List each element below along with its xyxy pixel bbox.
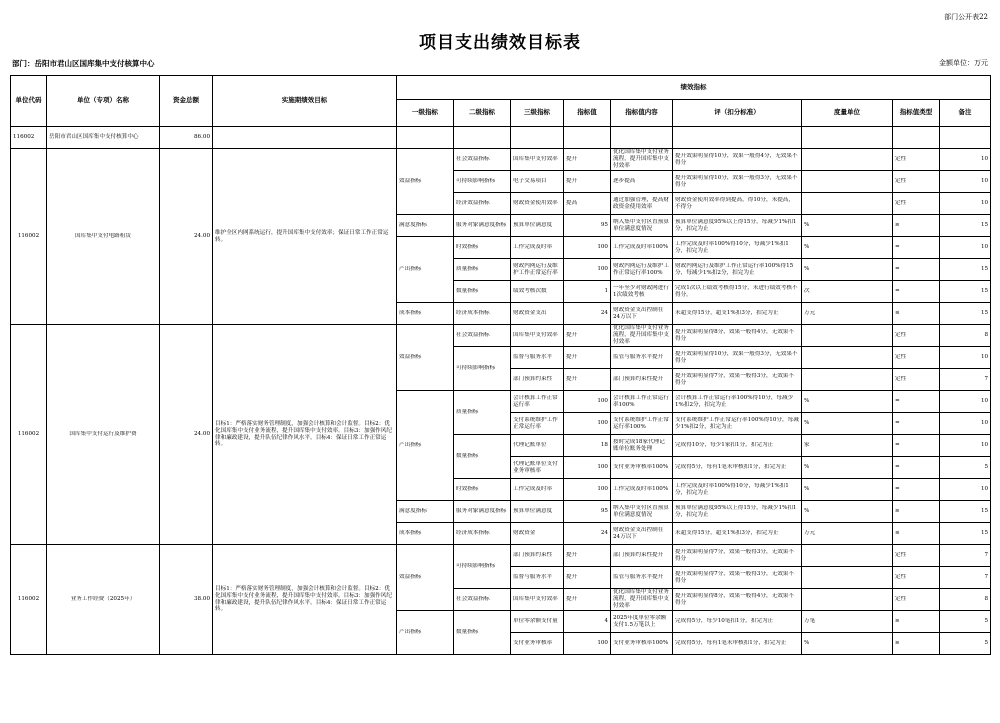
note: 15 bbox=[940, 259, 991, 281]
measure-unit: % bbox=[802, 633, 893, 655]
project-total: 24.00 bbox=[160, 149, 213, 325]
indicator-value: 提升 bbox=[564, 545, 611, 567]
scoring-criteria: 未超支得15分，超支1%扣3分，扣完为止 bbox=[673, 303, 802, 325]
level3-indicator: 财政资金使用效率 bbox=[511, 193, 564, 215]
value-type: 定性 bbox=[893, 589, 940, 611]
level3-indicator: 支付业务审核率 bbox=[511, 633, 564, 655]
indicator-content: 部门预算约束性提升 bbox=[611, 369, 673, 391]
scoring-criteria: 提升效果明显得8分，效果一般得4分，无效果不得分 bbox=[673, 325, 802, 347]
level2-indicator: 社会效益指标 bbox=[454, 589, 511, 611]
level3-indicator: 财政资金支出 bbox=[511, 303, 564, 325]
project-total: 38.00 bbox=[160, 545, 213, 655]
value-type: = bbox=[893, 281, 940, 303]
scoring-criteria: 提升效果明显得7分，效果一般得3分，无效果不得分 bbox=[673, 567, 802, 589]
measure-unit bbox=[802, 567, 893, 589]
measure-unit: 家 bbox=[802, 435, 893, 457]
note: 15 bbox=[940, 303, 991, 325]
indicator-value: 100 bbox=[564, 391, 611, 413]
indicator-content: 财政内网运行及维护工作正常运行率100% bbox=[611, 259, 673, 281]
level3-indicator: 预算单位满意度 bbox=[511, 501, 564, 523]
header-measure: 度量单位 bbox=[802, 100, 893, 127]
indicator-content: 部门预算约束性提升 bbox=[611, 545, 673, 567]
header-type: 指标值类型 bbox=[893, 100, 940, 127]
scoring-criteria: 提升效果明显得7分，效果一般得3分，无效果不得分 bbox=[673, 545, 802, 567]
project-goal: 目标1：严格落实财务管理制度，加强会计核算和会计监督。目标2：优化国库集中支付业务流程，提升国库集中支付效率。目标3：加强作风纪律和廉政建设，提升队伍纪律作风水平。目标4：保证日常工作正常运转。 bbox=[213, 325, 397, 545]
header-goal: 实施期绩效目标 bbox=[213, 76, 397, 127]
indicator-content: 2025年度单位零余额支付1.5万笔以上 bbox=[611, 611, 673, 633]
level3-indicator: 工作完成及时率 bbox=[511, 237, 564, 259]
scoring-criteria: 完成得10分，每少1家扣1分，扣完为止 bbox=[673, 435, 802, 457]
value-type: ≥ bbox=[893, 501, 940, 523]
project-name: 国库集中支付运行及维护费 bbox=[47, 325, 160, 545]
indicator-content: 监管与服务水平提升 bbox=[611, 567, 673, 589]
level3-indicator: 支付系统维护工作正常运行率 bbox=[511, 413, 564, 435]
value-type: = bbox=[893, 413, 940, 435]
form-number: 部门公开表22 bbox=[944, 13, 988, 21]
project-total: 24.00 bbox=[160, 325, 213, 545]
indicator-content: 按时完成18家代理记账单位账务处理 bbox=[611, 435, 673, 457]
scoring-criteria: 提升效果明显得7分，效果一般得3分，无效果不得分 bbox=[673, 369, 802, 391]
level2-indicator: 可持续影响指标 bbox=[454, 171, 511, 193]
indicator-content: 优化国库集中支付业务流程，提升国库集中支付效率 bbox=[611, 325, 673, 347]
measure-unit bbox=[802, 325, 893, 347]
level2-indicator: 社会效益指标 bbox=[454, 325, 511, 347]
level3-indicator: 工作完成及时率 bbox=[511, 479, 564, 501]
scoring-criteria: 财政资金使用效率得到提高，得10分，未提高，不得分 bbox=[673, 193, 802, 215]
scoring-criteria: 预算单位满意度95%以上得15分，每减少1%扣1分，扣完为止 bbox=[673, 215, 802, 237]
page-title: 项目支出绩效目标表 bbox=[419, 33, 581, 53]
value-type: 定性 bbox=[893, 347, 940, 369]
value-type: = bbox=[893, 237, 940, 259]
scoring-criteria: 完成得5分，每有1笔未审核扣1分，扣完为止 bbox=[673, 633, 802, 655]
level3-indicator: 会计核算工作正常运行率 bbox=[511, 391, 564, 413]
project-goal: 目标1：严格落实财务管理制度，加强会计核算和会计监督。目标2：优化国库集中支付业务流程，提升国库集中支付效率。目标3：加强作风纪律和廉政建设，提升队伍纪律作风水平。目标4：保证日常工作正常运转。 bbox=[213, 545, 397, 655]
note: 15 bbox=[940, 281, 991, 303]
indicator-value: 提升 bbox=[564, 369, 611, 391]
scoring-criteria: 提升效果明显得10分，效果一般得3分，无效果不得分 bbox=[673, 171, 802, 193]
scoring-criteria: 完成得5分，每少10笔扣1分，扣完为止 bbox=[673, 611, 802, 633]
header-code: 单位代码 bbox=[11, 76, 47, 127]
measure-unit: % bbox=[802, 413, 893, 435]
level3-indicator: 部门预算约束性 bbox=[511, 369, 564, 391]
note: 8 bbox=[940, 589, 991, 611]
level2-indicator: 数量指标 bbox=[454, 435, 511, 479]
level1-indicator: 效益指标 bbox=[397, 545, 454, 611]
header-l3: 三级指标 bbox=[511, 100, 564, 127]
note: 10 bbox=[940, 171, 991, 193]
measure-unit: 万元 bbox=[802, 523, 893, 545]
indicator-content: 工作完成及时率100% bbox=[611, 479, 673, 501]
measure-unit: 万元 bbox=[802, 303, 893, 325]
value-type: ≤ bbox=[893, 523, 940, 545]
indicator-content: 纳入集中支付区直预算单位满意度情况 bbox=[611, 215, 673, 237]
level3-indicator: 监督与服务水平 bbox=[511, 347, 564, 369]
measure-unit: 万笔 bbox=[802, 611, 893, 633]
level1-indicator: 产出指标 bbox=[397, 237, 454, 303]
level3-indicator: 国库集中支付效率 bbox=[511, 149, 564, 171]
level2-indicator: 经济成本指标 bbox=[454, 523, 511, 545]
indicator-content: 优化国库集中支付业务流程，提升国库集中支付效率 bbox=[611, 589, 673, 611]
measure-unit bbox=[802, 171, 893, 193]
value-type: = bbox=[893, 479, 940, 501]
value-type: = bbox=[893, 391, 940, 413]
indicator-value: 提升 bbox=[564, 567, 611, 589]
value-type: 定性 bbox=[893, 149, 940, 171]
level2-indicator: 可持续影响指标 bbox=[454, 545, 511, 589]
project-goal: 维护全区内网系统运行，提升国库集中支付效率；保证日常工作正常运转。 bbox=[213, 149, 397, 325]
header-l1: 一级指标 bbox=[397, 100, 454, 127]
level3-indicator: 国库集中支付效率 bbox=[511, 325, 564, 347]
header-indicators: 绩效指标 bbox=[397, 76, 991, 100]
project-name: 业务工作经费（2025年） bbox=[47, 545, 160, 655]
measure-unit: % bbox=[802, 259, 893, 281]
level2-indicator: 可持续影响指标 bbox=[454, 347, 511, 391]
header-value: 指标值 bbox=[564, 100, 611, 127]
value-type: ≥ bbox=[893, 611, 940, 633]
indicator-value: 提升 bbox=[564, 589, 611, 611]
level3-indicator: 国库集中支付效率 bbox=[511, 589, 564, 611]
indicator-content: 工作完成及时率100% bbox=[611, 237, 673, 259]
project-name: 国库集中支付电路租赁 bbox=[47, 149, 160, 325]
table-row bbox=[11, 325, 991, 347]
table-row bbox=[11, 545, 991, 567]
indicator-value: 提升 bbox=[564, 149, 611, 171]
level2-indicator: 时效指标 bbox=[454, 237, 511, 259]
level3-indicator: 单位零余额支付量 bbox=[511, 611, 564, 633]
level2-indicator: 服务对象满意度指标 bbox=[454, 215, 511, 237]
measure-unit bbox=[802, 545, 893, 567]
level2-indicator: 经济效益指标 bbox=[454, 193, 511, 215]
note: 10 bbox=[940, 413, 991, 435]
scoring-criteria: 预算单位满意度95%以上得15分，每减少1%扣1分，扣完为止 bbox=[673, 501, 802, 523]
scoring-criteria: 提升效果明显得10分，效果一般得4分，无效果不得分 bbox=[673, 149, 802, 171]
indicator-content: 一年至少对财政网进行1次绩效考核 bbox=[611, 281, 673, 303]
indicator-content: 财政资金支出控制在24万以下 bbox=[611, 523, 673, 545]
value-type: 定性 bbox=[893, 369, 940, 391]
level1-indicator: 效益指标 bbox=[397, 325, 454, 391]
level2-indicator: 质量指标 bbox=[454, 259, 511, 281]
indicator-content: 支付业务审核率100% bbox=[611, 457, 673, 479]
measure-unit: % bbox=[802, 479, 893, 501]
header-l2: 二级指标 bbox=[454, 100, 511, 127]
summary-row bbox=[11, 127, 991, 149]
level2-indicator: 数量指标 bbox=[454, 281, 511, 303]
level2-indicator: 经济成本指标 bbox=[454, 303, 511, 325]
note: 5 bbox=[940, 611, 991, 633]
indicator-value: 提升 bbox=[564, 347, 611, 369]
indicator-content: 会计核算工作正常运行率100% bbox=[611, 391, 673, 413]
indicator-value: 提升 bbox=[564, 325, 611, 347]
level1-indicator: 产出指标 bbox=[397, 391, 454, 501]
indicator-content: 支付系统维护工作正常运行率100% bbox=[611, 413, 673, 435]
scoring-criteria: 完成1次以上绩效考核得15分，未进行绩效考核不得分。 bbox=[673, 281, 802, 303]
project-code: 116002 bbox=[11, 545, 47, 655]
indicator-value: 100 bbox=[564, 457, 611, 479]
measure-unit: 次 bbox=[802, 281, 893, 303]
scoring-criteria: 提升效果明显得8分，效果一般得4分，无效果不得分 bbox=[673, 589, 802, 611]
indicator-value: 提高 bbox=[564, 193, 611, 215]
value-type: ≤ bbox=[893, 303, 940, 325]
measure-unit: % bbox=[802, 501, 893, 523]
note: 15 bbox=[940, 501, 991, 523]
level2-indicator: 社会效益指标 bbox=[454, 149, 511, 171]
measure-unit bbox=[802, 369, 893, 391]
value-type: ≥ bbox=[893, 215, 940, 237]
note: 10 bbox=[940, 193, 991, 215]
value-type: 定性 bbox=[893, 171, 940, 193]
level2-indicator: 服务对象满意度指标 bbox=[454, 501, 511, 523]
scoring-criteria: 未超支得15分，超支1%扣3分，扣完为止 bbox=[673, 523, 802, 545]
note: 5 bbox=[940, 457, 991, 479]
indicator-value: 95 bbox=[564, 215, 611, 237]
scoring-criteria: 完成得5分，每有1笔未审核扣1分，扣完为止 bbox=[673, 457, 802, 479]
level2-indicator: 时效指标 bbox=[454, 479, 511, 501]
summary-name: 岳阳市君山区国库集中支付核算中心 bbox=[47, 127, 160, 149]
note: 8 bbox=[940, 325, 991, 347]
summary-code: 116002 bbox=[11, 127, 47, 149]
value-type: 定性 bbox=[893, 325, 940, 347]
scoring-criteria: 支付系统维护工作正常运行率100%得10分，每减少1%扣2分，扣完为止 bbox=[673, 413, 802, 435]
value-type: = bbox=[893, 259, 940, 281]
indicator-content: 纳入集中支付区直预算单位满意度情况 bbox=[611, 501, 673, 523]
level2-indicator: 数量指标 bbox=[454, 611, 511, 655]
indicator-value: 提升 bbox=[564, 171, 611, 193]
note: 10 bbox=[940, 149, 991, 171]
value-type: = bbox=[893, 457, 940, 479]
indicator-value: 18 bbox=[564, 435, 611, 457]
measure-unit bbox=[802, 193, 893, 215]
indicator-content: 逐步提高 bbox=[611, 171, 673, 193]
value-type: 定性 bbox=[893, 545, 940, 567]
scoring-criteria: 工作完成及时率100%得10分，每减少1%扣1分，扣完为止 bbox=[673, 479, 802, 501]
value-type: 定性 bbox=[893, 193, 940, 215]
level1-indicator: 成本指标 bbox=[397, 303, 454, 325]
indicator-value: 24 bbox=[564, 303, 611, 325]
indicator-value: 24 bbox=[564, 523, 611, 545]
indicator-value: 100 bbox=[564, 237, 611, 259]
level3-indicator: 电子交易项目 bbox=[511, 171, 564, 193]
level1-indicator: 满意度指标 bbox=[397, 215, 454, 237]
note: 10 bbox=[940, 237, 991, 259]
project-code: 116002 bbox=[11, 149, 47, 325]
indicator-value: 100 bbox=[564, 479, 611, 501]
indicator-content: 监管与服务水平提升 bbox=[611, 347, 673, 369]
note: 15 bbox=[940, 215, 991, 237]
indicator-value: 100 bbox=[564, 413, 611, 435]
indicator-value: 95 bbox=[564, 501, 611, 523]
indicator-content: 财政资金支出控制在24万以下 bbox=[611, 303, 673, 325]
header-criteria: 评（扣分标准） bbox=[673, 100, 802, 127]
measure-unit: % bbox=[802, 457, 893, 479]
indicator-content: 支付业务审核率100% bbox=[611, 633, 673, 655]
note: 10 bbox=[940, 391, 991, 413]
level3-indicator: 监督与服务水平 bbox=[511, 567, 564, 589]
value-type: 定性 bbox=[893, 567, 940, 589]
header-total: 资金总额 bbox=[160, 76, 213, 127]
level1-indicator: 成本指标 bbox=[397, 523, 454, 545]
measure-unit: % bbox=[802, 237, 893, 259]
value-type: ≥ bbox=[893, 633, 940, 655]
note: 10 bbox=[940, 347, 991, 369]
level3-indicator: 部门预算约束性 bbox=[511, 545, 564, 567]
measure-unit: % bbox=[802, 391, 893, 413]
scoring-criteria: 工作完成及时率100%得10分，每减少1%扣1分，扣完为止 bbox=[673, 237, 802, 259]
summary-total: 86.00 bbox=[160, 127, 213, 149]
indicator-content: 优化国库集中支付业务流程，提升国库集中支付效率 bbox=[611, 149, 673, 171]
indicator-value: 100 bbox=[564, 259, 611, 281]
header-note: 备注 bbox=[940, 100, 991, 127]
project-code: 116002 bbox=[11, 325, 47, 545]
level3-indicator: 财政内网运行及维护工作正常运行率 bbox=[511, 259, 564, 281]
measure-unit: % bbox=[802, 215, 893, 237]
table-row bbox=[11, 149, 991, 171]
indicator-value: 4 bbox=[564, 611, 611, 633]
note: 10 bbox=[940, 479, 991, 501]
level1-indicator: 效益指标 bbox=[397, 149, 454, 215]
scoring-criteria: 会计核算工作正常运行率100%得10分，每减少1%扣2分，扣完为止 bbox=[673, 391, 802, 413]
measure-unit bbox=[802, 347, 893, 369]
amount-unit-label: 金额单位：万元 bbox=[939, 59, 988, 67]
indicator-content: 通过加强管理，提高财政资金使用效率 bbox=[611, 193, 673, 215]
department-label: 部门：岳阳市君山区国库集中支付核算中心 bbox=[12, 59, 155, 68]
level3-indicator: 代理记账单位支付业务审核率 bbox=[511, 457, 564, 479]
performance-table bbox=[10, 75, 991, 655]
measure-unit bbox=[802, 589, 893, 611]
indicator-value: 100 bbox=[564, 633, 611, 655]
level3-indicator: 代理记账单位 bbox=[511, 435, 564, 457]
note: 7 bbox=[940, 369, 991, 391]
level1-indicator: 满意度指标 bbox=[397, 501, 454, 523]
level3-indicator: 财政资金 bbox=[511, 523, 564, 545]
note: 15 bbox=[940, 523, 991, 545]
scoring-criteria: 财政内网运行及维护工作正常运行率100%得15分，每减少1%扣2分，扣完为止 bbox=[673, 259, 802, 281]
note: 7 bbox=[940, 545, 991, 567]
note: 10 bbox=[940, 435, 991, 457]
level3-indicator: 绩效考核次数 bbox=[511, 281, 564, 303]
level1-indicator: 产出指标 bbox=[397, 611, 454, 655]
measure-unit bbox=[802, 149, 893, 171]
scoring-criteria: 提升效果明显得10分，效果一般得3分，无效果不得分 bbox=[673, 347, 802, 369]
level2-indicator: 质量指标 bbox=[454, 391, 511, 435]
note: 7 bbox=[940, 567, 991, 589]
note: 5 bbox=[940, 633, 991, 655]
header-content: 指标值内容 bbox=[611, 100, 673, 127]
header-name: 单位（专项）名称 bbox=[47, 76, 160, 127]
level3-indicator: 预算单位满意度 bbox=[511, 215, 564, 237]
indicator-value: 1 bbox=[564, 281, 611, 303]
value-type: = bbox=[893, 435, 940, 457]
